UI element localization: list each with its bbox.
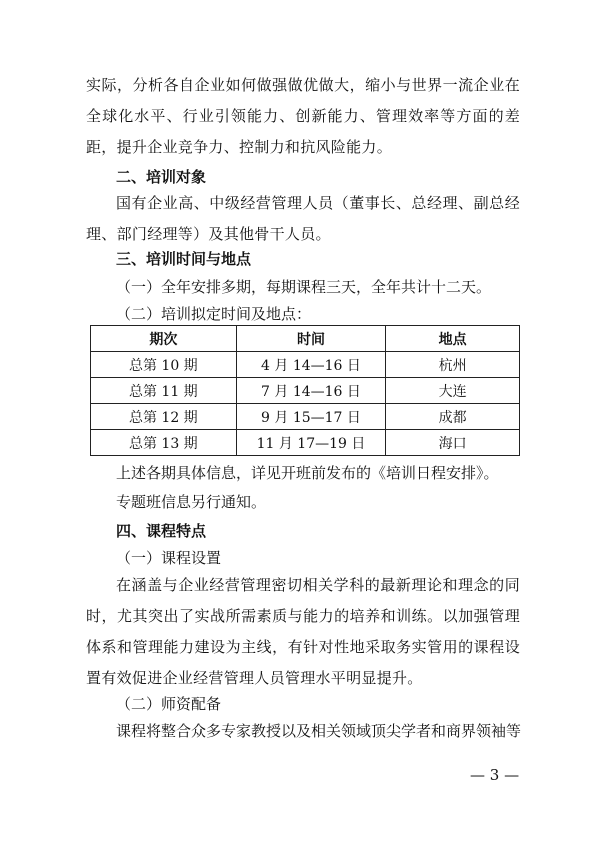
cell-time: 4 月 14—16 日 bbox=[236, 352, 386, 378]
table-row bbox=[91, 352, 520, 378]
cell-time: 11 月 17—19 日 bbox=[236, 430, 386, 456]
table-row bbox=[91, 430, 520, 456]
course-setup-paragraph: 在涵盖与企业经营管理密切相关学科的最新理论和理念的同时，尤其突出了实战所需素质与能力的培养和训练。以加强管理体系和管理能力建设为主线，有针对性地采取务实管用的课程设置有效促进企业经营管理人员管理水平明显提升。 bbox=[86, 576, 520, 687]
table-row bbox=[91, 378, 520, 404]
table-row bbox=[91, 404, 520, 430]
subheading-faculty: （二）师资配备 bbox=[116, 695, 222, 713]
subheading-course-setup: （一）课程设置 bbox=[116, 549, 222, 567]
after-table-note-2: 专题班信息另行通知。 bbox=[116, 493, 267, 511]
cell-session: 总第 11 期 bbox=[91, 378, 237, 404]
schedule-table bbox=[90, 325, 520, 456]
cell-session: 总第 13 期 bbox=[91, 430, 237, 456]
time-item-2: （二）培训拟定时间及地点： bbox=[116, 305, 312, 323]
cell-location: 成都 bbox=[386, 404, 520, 430]
time-item-1: （一）全年安排多期，每期课程三天，全年共计十二天。 bbox=[116, 278, 492, 296]
cell-time: 7 月 14—16 日 bbox=[236, 378, 386, 404]
after-table-note-1: 上述各期具体信息，详见开班前发布的《培训日程安排》。 bbox=[116, 464, 499, 482]
heading-time-location: 三、培训时间与地点 bbox=[116, 250, 252, 268]
cell-session: 总第 10 期 bbox=[91, 352, 237, 378]
cell-location: 海口 bbox=[386, 430, 520, 456]
page-number: — 3 — bbox=[470, 766, 520, 784]
intro-paragraph: 实际，分析各自企业如何做强做优做大，缩小与世界一流企业在全球化水平、行业引领能力、创新能力、管理效率等方面的差距，提升企业竞争力、控制力和抗风险能力。 bbox=[86, 76, 520, 156]
heading-training-target: 二、培训对象 bbox=[116, 168, 207, 186]
header-session: 期次 bbox=[91, 326, 237, 352]
cell-time: 9 月 15—17 日 bbox=[236, 404, 386, 430]
cell-session: 总第 12 期 bbox=[91, 404, 237, 430]
header-time: 时间 bbox=[236, 326, 386, 352]
table-header-row bbox=[91, 326, 520, 352]
heading-course-features: 四、课程特点 bbox=[116, 522, 207, 540]
header-location: 地点 bbox=[386, 326, 520, 352]
faculty-paragraph: 课程将整合众多专家教授以及相关领域顶尖学者和商界领袖等 bbox=[116, 722, 522, 740]
cell-location: 大连 bbox=[386, 378, 520, 404]
cell-location: 杭州 bbox=[386, 352, 520, 378]
target-paragraph: 国有企业高、中级经营管理人员（董事长、总经理、副总经理、部门经理等）及其他骨干人员。 bbox=[86, 194, 520, 243]
